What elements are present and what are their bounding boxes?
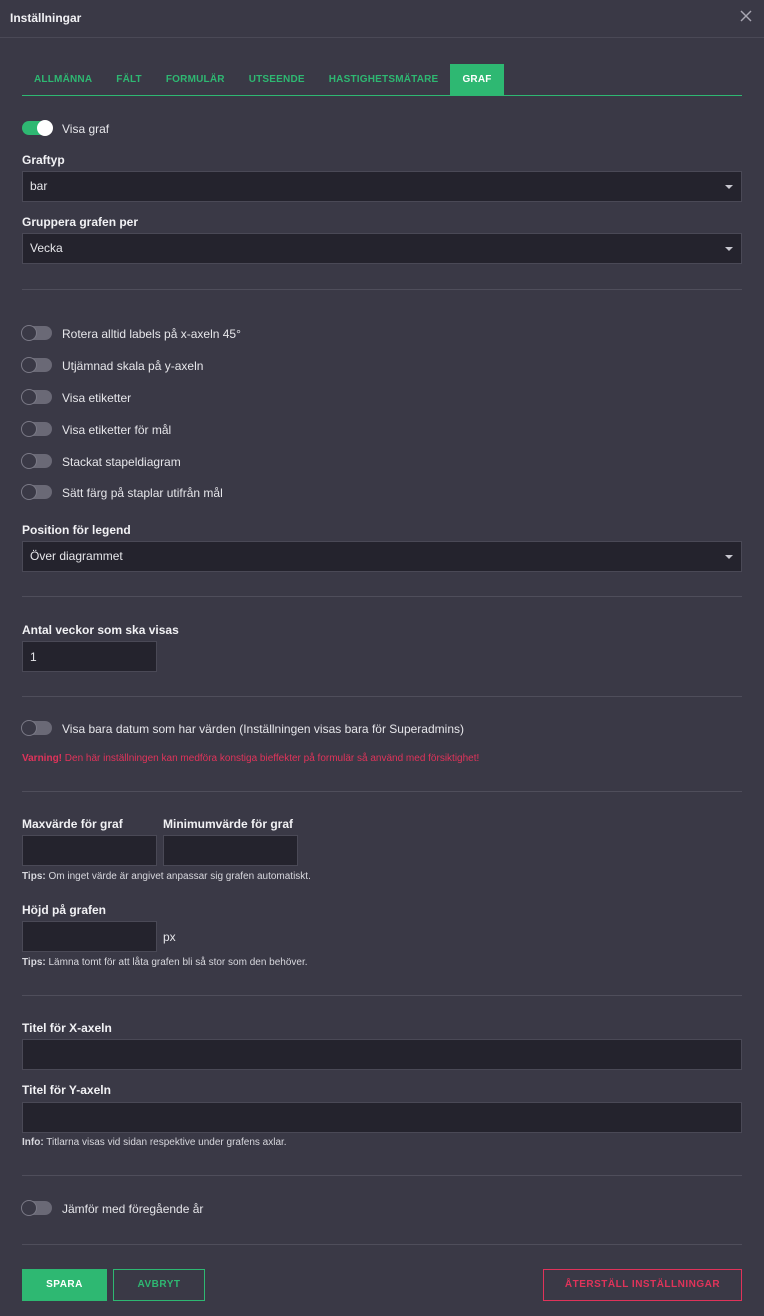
toggle-knob	[37, 120, 53, 136]
stacked-bar-toggle[interactable]	[22, 454, 52, 468]
tip-body: Om inget värde är angivet anpassar sig grafen automatiskt.	[45, 871, 311, 882]
y-title-input[interactable]	[22, 1102, 742, 1133]
x-title-input[interactable]	[22, 1039, 742, 1070]
tip-height	[22, 957, 308, 968]
toggle-knob	[21, 453, 37, 469]
divider	[22, 289, 742, 290]
divider	[22, 1175, 742, 1176]
reset-settings-button[interactable]: ÅTERSTÄLL INSTÄLLNINGAR	[543, 1269, 742, 1301]
stacked-bar-label: Stackat stapeldiagram	[62, 455, 181, 469]
rotate-labels-label: Rotera alltid labels på x-axeln 45°	[62, 327, 241, 341]
legend-position-select[interactable]	[22, 541, 742, 572]
show-goal-labels-toggle[interactable]	[22, 422, 52, 436]
toggle-knob	[21, 720, 37, 736]
legend-position-label: Position för legend	[22, 523, 131, 537]
divider	[22, 696, 742, 697]
info-prefix: Info:	[22, 1137, 44, 1148]
min-value-input[interactable]	[163, 835, 298, 866]
divider	[22, 1244, 742, 1245]
toggle-knob	[21, 325, 37, 341]
group-by-value: Vecka	[30, 241, 63, 255]
show-goal-labels-label: Visa etiketter för mål	[62, 423, 172, 437]
tab-allmanna[interactable]: ALLMÄNNA	[34, 74, 93, 85]
chevron-down-icon	[725, 555, 733, 559]
toggle-knob	[21, 484, 37, 500]
smooth-scale-toggle[interactable]	[22, 358, 52, 372]
tip-prefix: Tips:	[22, 957, 46, 968]
warning-prefix: Varning!	[22, 753, 63, 764]
only-dates-toggle[interactable]	[22, 721, 52, 735]
tab-falt[interactable]: FÄLT	[116, 74, 142, 85]
dialog-title: Inställningar	[10, 11, 82, 25]
chevron-down-icon	[725, 247, 733, 251]
cancel-button[interactable]: AVBRYT	[113, 1269, 205, 1301]
show-labels-toggle[interactable]	[22, 390, 52, 404]
graph-type-label: Graftyp	[22, 153, 65, 167]
warning-body: Den här inställningen kan medföra konstiga bieffekter på formulär så använd med försiktighet!	[62, 753, 480, 764]
smooth-scale-label: Utjämnad skala på y-axeln	[62, 359, 204, 373]
warning-text	[22, 753, 479, 764]
weeks-label: Antal veckor som ska visas	[22, 623, 179, 637]
height-label: Höjd på grafen	[22, 903, 107, 917]
tab-utseende[interactable]: UTSEENDE	[248, 74, 305, 85]
divider	[22, 995, 742, 996]
graph-type-select[interactable]	[22, 171, 742, 202]
toggle-knob	[21, 357, 37, 373]
tab-bar	[22, 64, 742, 96]
toggle-knob	[21, 421, 37, 437]
x-title-label: Titel för X-axeln	[22, 1021, 112, 1035]
weeks-input[interactable]	[22, 641, 157, 672]
tip-body: Lämna tomt för att låta grafen bli så stor som den behöver.	[45, 957, 308, 968]
save-button[interactable]: SPARA	[22, 1269, 107, 1301]
only-dates-label: Visa bara datum som har värden (Inställningen visas bara för Superadmins)	[62, 722, 464, 736]
tab-graf[interactable]: GRAF	[450, 64, 503, 95]
compare-previous-year-label: Jämför med föregående år	[62, 1202, 204, 1216]
rotate-labels-toggle[interactable]	[22, 326, 52, 340]
divider	[22, 596, 742, 597]
group-by-label: Gruppera grafen per	[22, 215, 139, 229]
info-axis-titles	[22, 1137, 287, 1148]
show-graph-label: Visa graf	[62, 122, 110, 136]
compare-previous-year-toggle[interactable]	[22, 1201, 52, 1215]
dialog-header	[0, 0, 764, 38]
height-unit: px	[163, 930, 176, 944]
show-labels-label: Visa etiketter	[62, 391, 132, 405]
min-value-label: Minimumvärde för graf	[163, 817, 294, 831]
divider	[22, 791, 742, 792]
color-by-goal-toggle[interactable]	[22, 485, 52, 499]
legend-position-value: Över diagrammet	[30, 549, 123, 563]
group-by-select[interactable]	[22, 233, 742, 264]
tab-hastighetsmatare[interactable]: HASTIGHETSMÄTARE	[328, 74, 439, 85]
show-graph-toggle[interactable]	[22, 121, 52, 135]
tip-auto-scale	[22, 871, 311, 882]
height-input[interactable]	[22, 921, 157, 952]
y-title-label: Titel för Y-axeln	[22, 1083, 111, 1097]
color-by-goal-label: Sätt färg på staplar utifrån mål	[62, 486, 223, 500]
max-value-label: Maxvärde för graf	[22, 817, 123, 831]
max-value-input[interactable]	[22, 835, 157, 866]
chevron-down-icon	[725, 185, 733, 189]
tab-formular[interactable]: FORMULÄR	[165, 74, 225, 85]
close-icon[interactable]	[739, 9, 753, 23]
toggle-knob	[21, 389, 37, 405]
toggle-knob	[21, 1200, 37, 1216]
info-body: Titlarna visas vid sidan respektive under grafens axlar.	[43, 1137, 287, 1148]
graph-type-value: bar	[30, 179, 48, 193]
tip-prefix: Tips:	[22, 871, 46, 882]
